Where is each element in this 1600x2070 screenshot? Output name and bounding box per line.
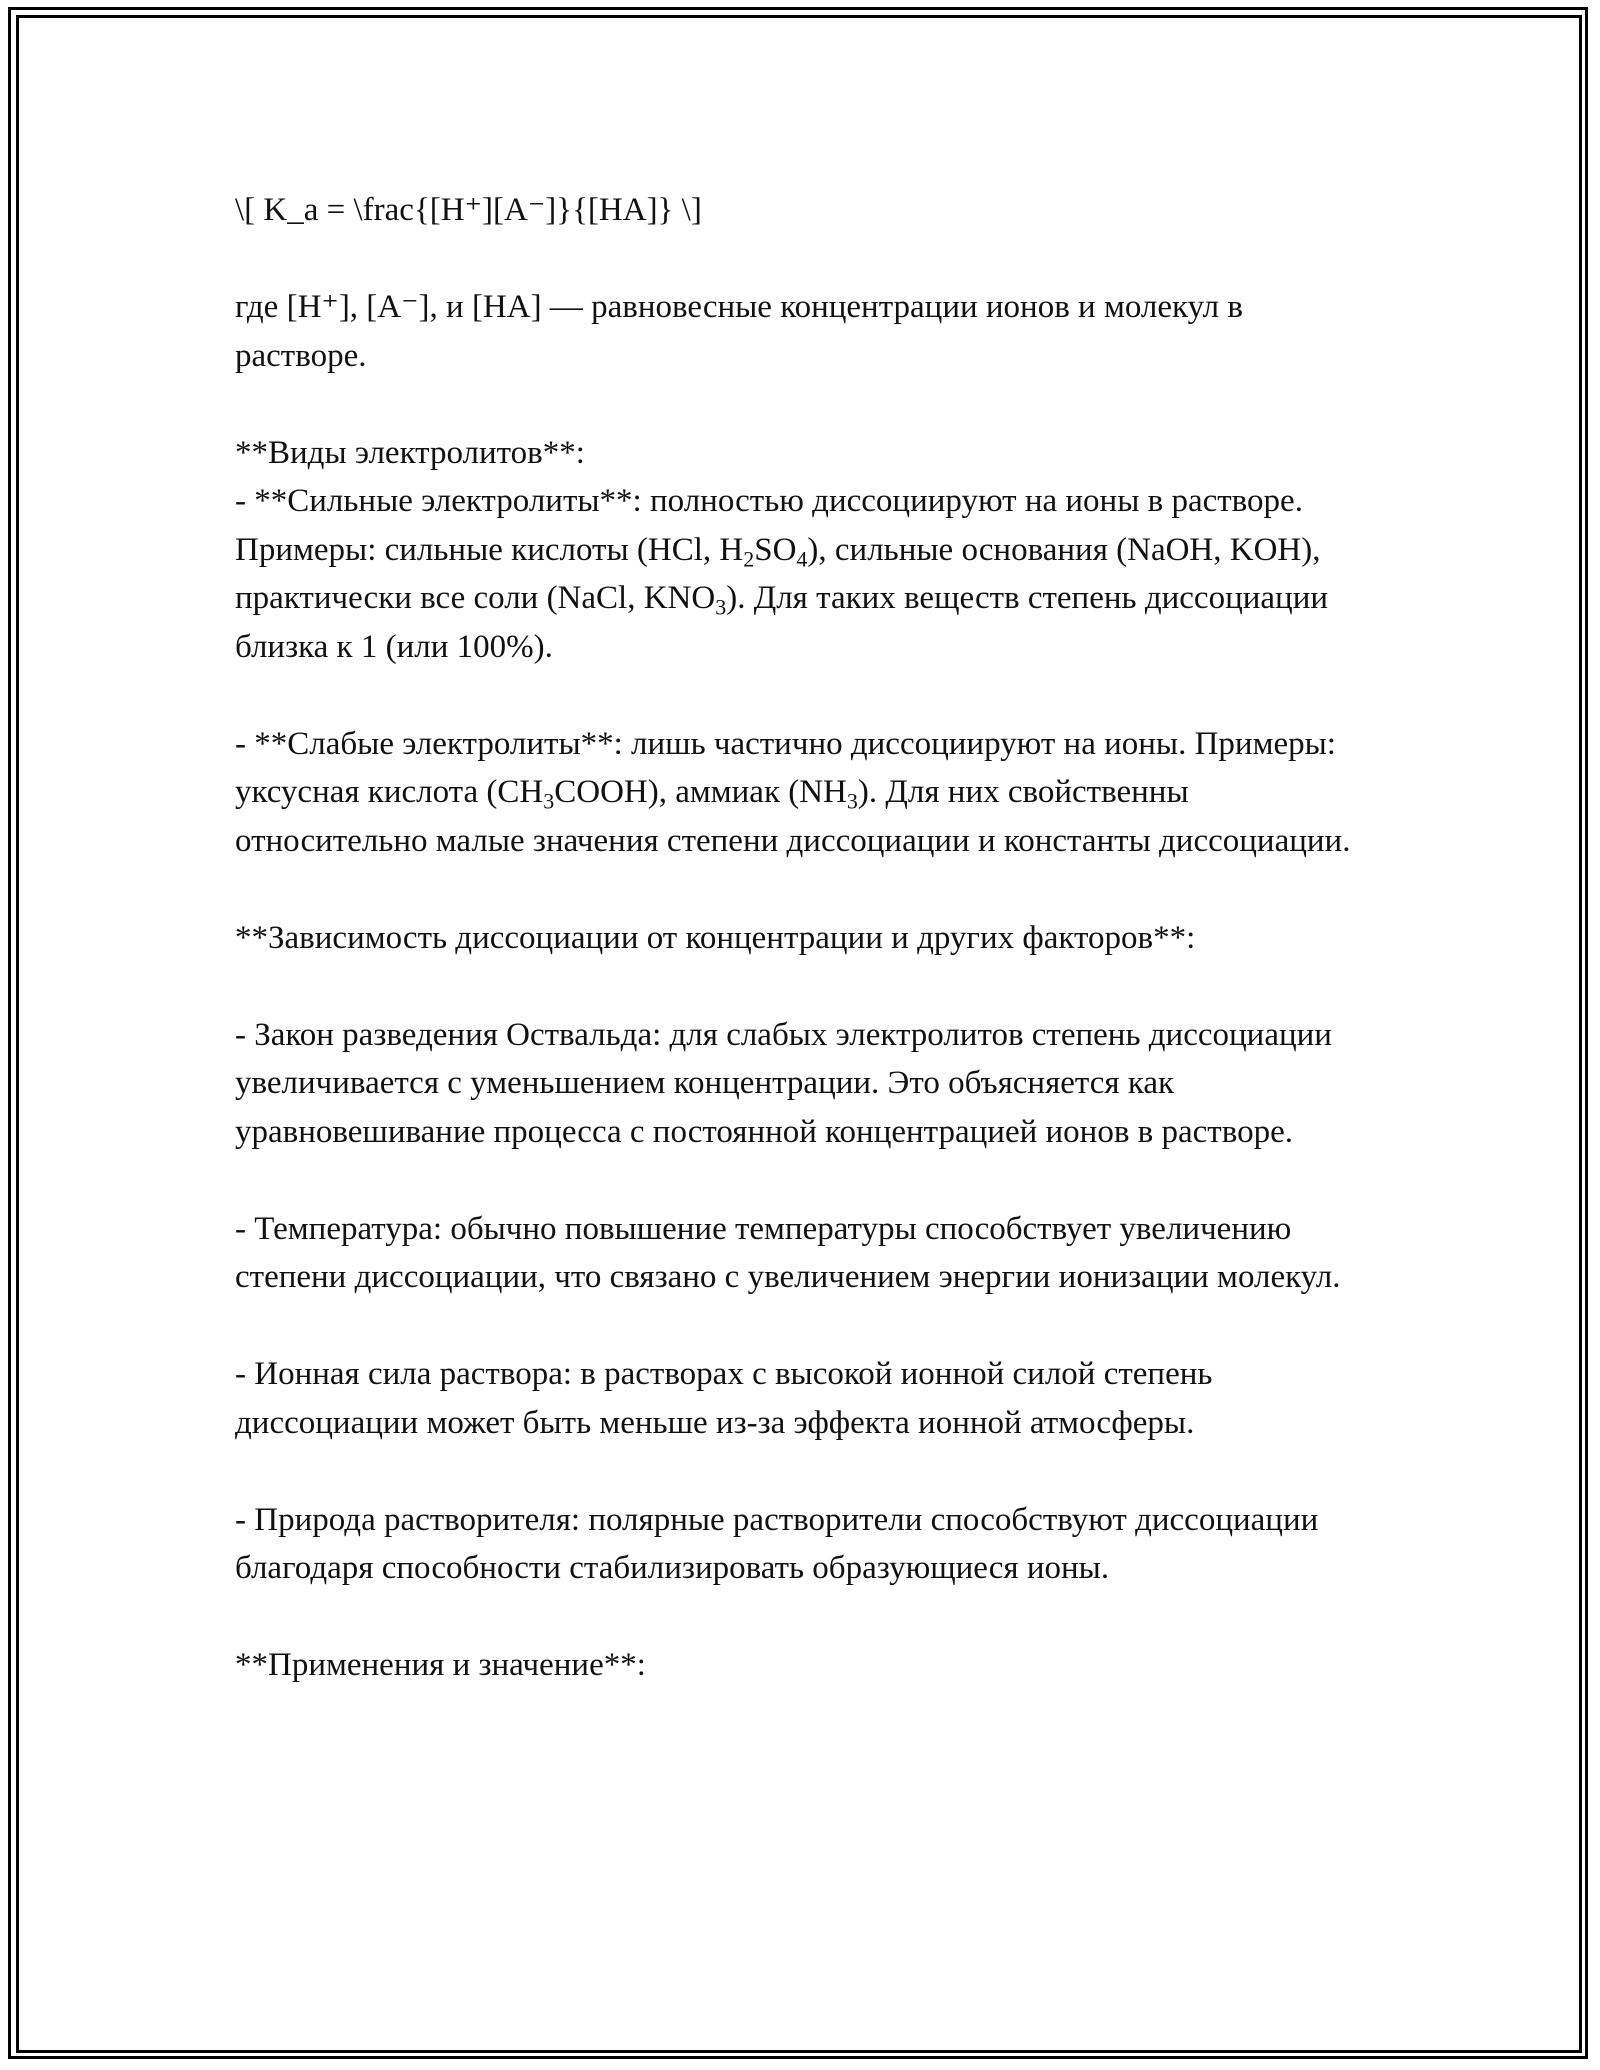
weak-electrolytes-paragraph <box>235 720 1375 866</box>
paragraph-gap <box>235 865 1375 914</box>
weak-text-part: - **Слабые электролиты**: лишь частично диссоциируют на ионы. Примеры: уксусная кислота (CH <box>235 725 1336 810</box>
weak-text-part: ). Для них свойственны относительно малые значения степени диссоциации и константы диссоциации. <box>235 774 1351 859</box>
solvent-nature-paragraph: - Природа растворителя: полярные растворители способствуют диссоциации благодаря способности стабилизировать образующиеся ионы. <box>235 1501 1319 1586</box>
paragraph-gap <box>235 1447 1375 1496</box>
subscript: 3 <box>543 788 555 814</box>
ionic-strength-paragraph: - Ионная сила раствора: в растворах с высокой ионной силой степень диссоциации может быть меньше из-за эффекта ионной атмосферы. <box>235 1356 1213 1441</box>
subscript: 4 <box>796 546 808 572</box>
factors-heading: **Зависимость диссоциации от концентрации и других факторов**: <box>235 919 1196 956</box>
subscript: 3 <box>715 594 727 620</box>
paragraph-gap <box>235 671 1375 720</box>
strong-electrolytes-paragraph <box>235 477 1375 671</box>
applications-heading: **Применения и значение**: <box>235 1647 646 1683</box>
ostwald-law-paragraph: - Закон разведения Оствальда: для слабых электролитов степень диссоциации увеличивается с уменьшением концентрации. Это объясняется как уравновешивание процесса с постоянной концентрацией ионов в растворе. <box>235 1016 1332 1150</box>
paragraph-gap <box>235 962 1375 1011</box>
temperature-paragraph: - Температура: обычно повышение температуры способствует увеличению степени диссоциации, что связано с увеличением энергии ионизации молекул. <box>235 1210 1341 1295</box>
weak-text-part: COOH), аммиак (NH <box>554 774 847 810</box>
paragraph-gap <box>235 1593 1375 1642</box>
dissociation-constant-formula: \[ K_a = \frac{[H⁺][A⁻]}{[HA]} \] <box>235 192 702 228</box>
paragraph-gap <box>235 235 1375 284</box>
strong-text-part: SO <box>754 531 797 568</box>
strong-text-part: ), сильные основания (NaOH, KOH), практически все соли (NaCl, KNO <box>235 531 1321 616</box>
document-body <box>235 186 1375 1690</box>
subscript: 2 <box>743 546 755 572</box>
paragraph-gap <box>235 380 1375 429</box>
formula-explanation: где [H⁺], [A⁻], и [HA] — равновесные концентрации ионов и молекул в растворе. <box>235 289 1243 374</box>
strong-text-part: ). Для таких веществ степень диссоциации близка к 1 (или 100%). <box>235 580 1329 665</box>
subscript: 3 <box>846 788 858 814</box>
paragraph-gap <box>235 1156 1375 1205</box>
paragraph-gap <box>235 1302 1375 1351</box>
strong-text-part: - **Сильные электролиты**: полностью диссоциируют на ионы в растворе. Примеры: сильные кислоты (HCl, H <box>235 483 1303 568</box>
electrolyte-types-heading: **Виды электролитов**: <box>235 434 585 471</box>
